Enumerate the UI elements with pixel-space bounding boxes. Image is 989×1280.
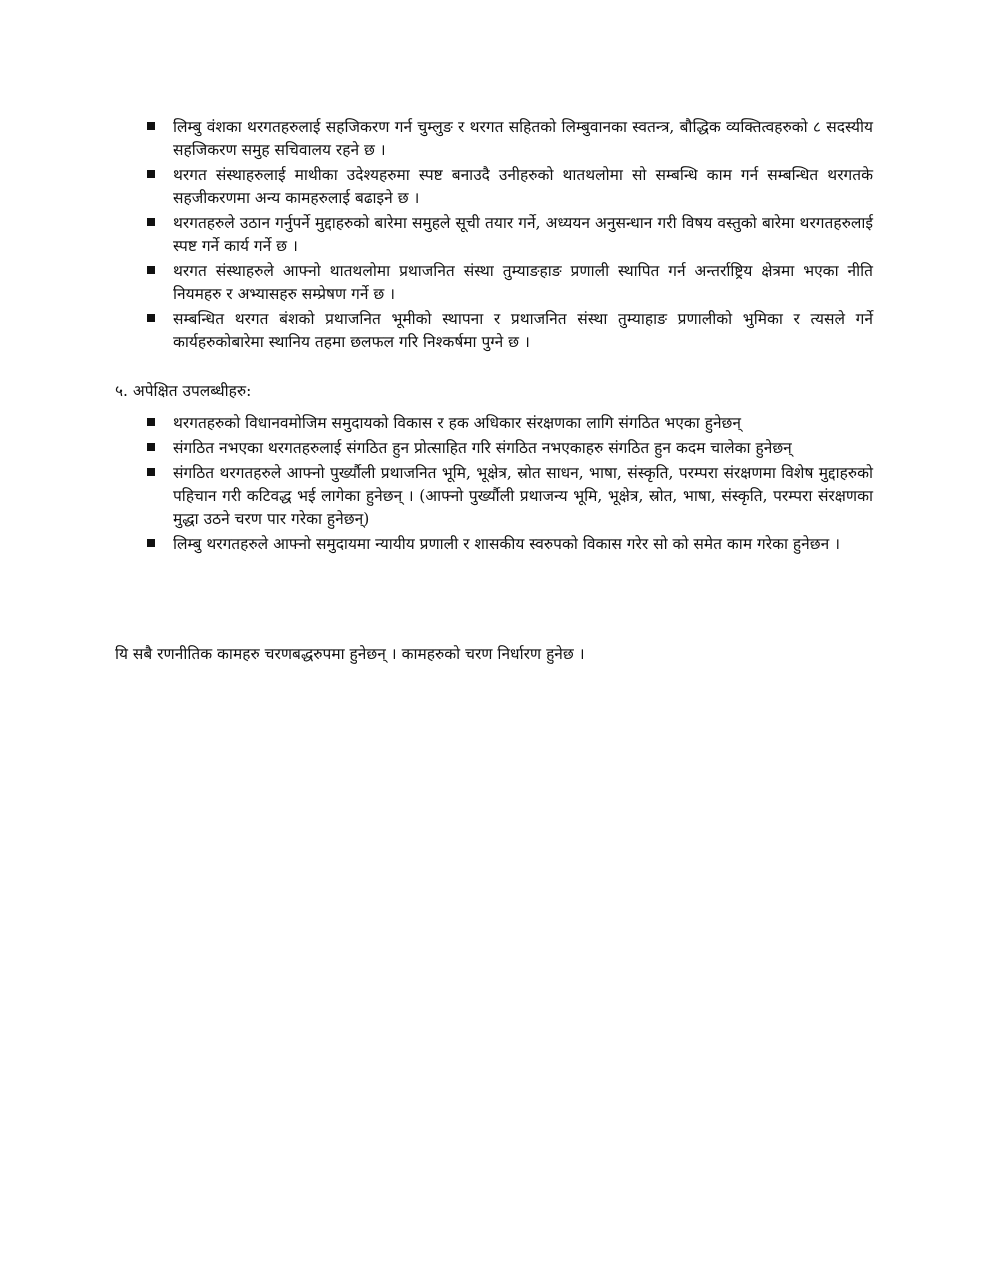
list-item <box>145 212 873 258</box>
square-bullet-icon <box>147 539 155 547</box>
list-item <box>145 533 873 556</box>
list-item <box>145 308 873 354</box>
list-item-text: थरगतहरुको विधानवमोजिम समुदायको विकास र हक अधिकार संरक्षणका लागि संगठित भएका हुनेछन् <box>173 414 742 432</box>
list-item-text: थरगत संस्थाहरुले आफ्नो थातथलोमा प्रथाजनित संस्था तुम्याङहाङ प्रणाली स्थापित गर्न अन्तर्राष्ट्रिय क्षेत्रमा भएका नीति नियमहरु र अभ्यासहरु सम्प्रेषण गर्ने छ । <box>173 262 873 303</box>
list-item <box>145 462 873 531</box>
list-item-text: थरगतहरुले उठान गर्नुपर्ने मुद्दाहरुको बारेमा समुहले सूची तयार गर्ने, अध्ययन अनुसन्धान गरी विषय वस्तुको बारेमा थरगतहरुलाई स्पष्ट गर्ने कार्य गर्ने छ । <box>173 214 873 255</box>
list-item-text: लिम्बु थरगतहरुले आफ्नो समुदायमा न्यायीय प्रणाली र शासकीय स्वरुपको विकास गरेर सो को समेत काम गरेका हुनेछन । <box>173 535 841 553</box>
list-item <box>145 437 873 460</box>
list-item <box>145 412 873 435</box>
activities-list <box>145 116 873 356</box>
list-item-text: सम्बन्धित थरगत बंशको प्रथाजनित भूमीको स्थापना र प्रथाजनित संस्था तुम्याहाङ प्रणालीको भुमिका र त्यसले गर्ने कार्यहरुकोबारेमा स्थानिय तहमा छलफल गरि निश्कर्षमा पुग्ने छ । <box>173 310 873 351</box>
square-bullet-icon <box>147 218 155 226</box>
closing-paragraph: यि सबै रणनीतिक कामहरु चरणबद्धरुपमा हुनेछन् । कामहरुको चरण निर्धारण हुनेछ । <box>115 644 585 663</box>
square-bullet-icon <box>147 170 155 178</box>
square-bullet-icon <box>147 266 155 274</box>
square-bullet-icon <box>147 314 155 322</box>
list-item-text: संगठित नभएका थरगतहरुलाई संगठित हुन प्रोत्साहित गरि संगठित नभएकाहरु संगठित हुन कदम चालेका हुनेछन् <box>173 439 792 457</box>
list-item-text: थरगत संस्थाहरुलाई माथीका उदेश्यहरुमा स्पष्ट बनाउदै उनीहरुको थातथलोमा सो सम्बन्धि काम गर्न सम्बन्धित थरगतके सहजीकरणमा अन्य कामहरुलाई बढाइने छ । <box>173 166 873 207</box>
square-bullet-icon <box>147 122 155 130</box>
list-item-text: संगठित थरगतहरुले आफ्नो पुर्ख्यौली प्रथाजनित भूमि, भूक्षेत्र, स्रोत साधन, भाषा, संस्कृति, परम्परा संरक्षणमा विशेष मुद्दाहरुको पहिचान गरी कटिवद्ध भई लागेका हुनेछन् । (आफ्नो पुर्ख्यौली प्रथाजन्य भूमि, भूक्षेत्र, स्रोत, भाषा, संस्कृति, परम्परा संरक्षणका मुद्धा उठने चरण पार गरेका हुनेछन्) <box>173 464 873 528</box>
list-item-text: लिम्बु वंशका थरगतहरुलाई सहजिकरण गर्न चुम्लुङ र थरगत सहितको लिम्बुवानका स्वतन्त्र, बौद्धिक व्यक्तित्वहरुको ८ सदस्यीय सहजिकरण समुह सचिवालय रहने छ । <box>173 118 873 159</box>
list-item <box>145 260 873 306</box>
list-item <box>145 116 873 162</box>
square-bullet-icon <box>147 418 155 426</box>
section-heading: ५. अपेक्षित उपलब्धीहरु: <box>115 382 252 400</box>
square-bullet-icon <box>147 443 155 451</box>
expected-outcomes-list <box>145 412 873 558</box>
square-bullet-icon <box>147 468 155 476</box>
list-item <box>145 164 873 210</box>
